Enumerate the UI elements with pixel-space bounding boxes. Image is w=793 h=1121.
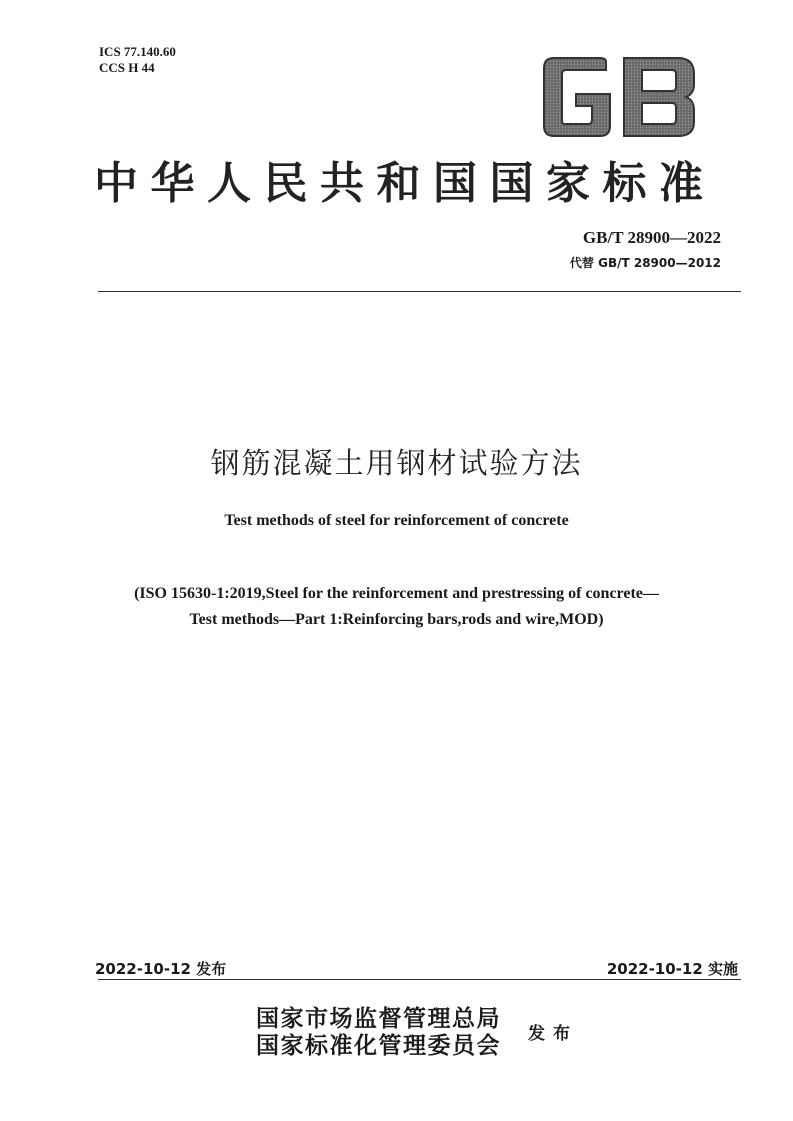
replaces-standard: 代替 GB/T 28900—2012	[569, 256, 721, 270]
national-standard-heading: 中华人民共和国国家标准	[94, 158, 716, 209]
publisher-sac: 国家标准化管理委员会	[256, 1032, 501, 1059]
implementation-date: 2022-10-12 实施	[606, 960, 738, 978]
ccs-code: CCS H 44	[99, 60, 155, 75]
iso-reference-line-1: (ISO 15630-1:2019,Steel for the reinforcement and prestressing of concrete—	[134, 585, 659, 602]
iso-reference-line-2: Test methods—Part 1:Reinforcing bars,rods and wire,MOD)	[189, 611, 604, 628]
footer-divider	[98, 979, 741, 980]
chinese-title: 钢筋混凝土用钢材试验方法	[210, 446, 583, 480]
english-title: Test methods of steel for reinforcement of concrete	[224, 512, 569, 529]
header-divider	[98, 291, 741, 292]
classification-codes	[99, 44, 176, 76]
gb-logo-icon	[540, 54, 698, 140]
publisher-samr: 国家市场监督管理总局	[256, 1005, 501, 1032]
standard-number: GB/T 28900—2022	[582, 228, 721, 247]
publish-label: 发布	[528, 1024, 578, 1044]
ics-code: ICS 77.140.60	[99, 44, 176, 59]
issue-date: 2022-10-12 发布	[95, 960, 227, 978]
publisher-names	[256, 1005, 501, 1059]
